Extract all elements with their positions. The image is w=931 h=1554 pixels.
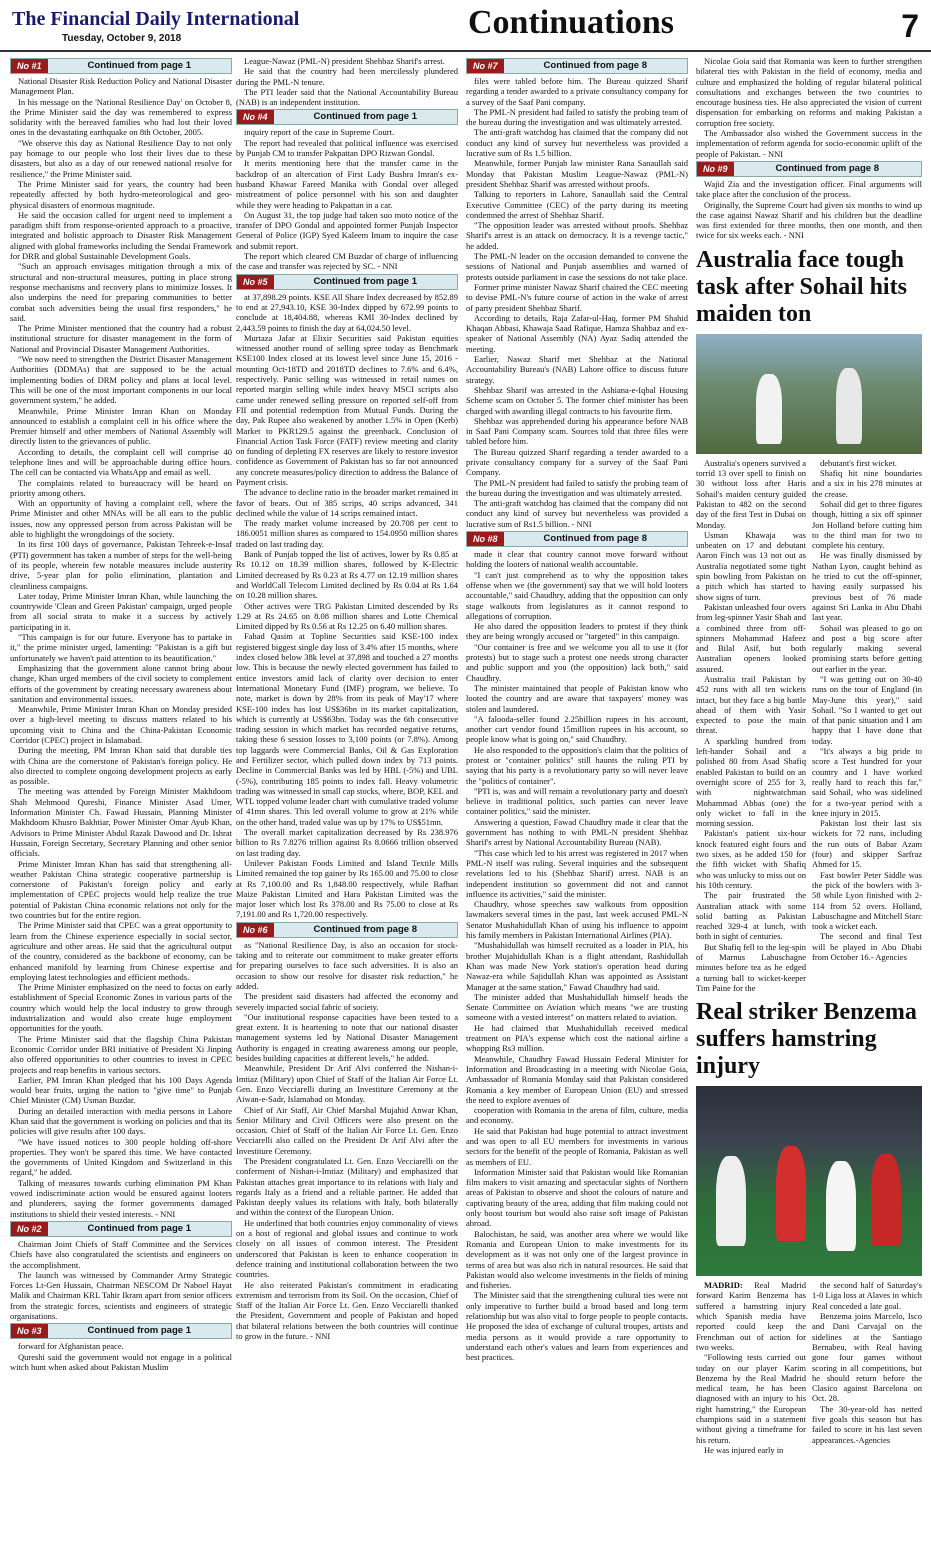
masthead [0,0,931,52]
paragraph: "This case which led to his arrest was registered in 2017 when PML-N itself was ruling. Several inquiries and the subsequent revelations led to his (Shehbaz Sharif) arrest. NAB is an independent institution so government did not and cannot influence its activities," said the minister. [466,847,688,899]
continuation-bar [236,922,458,938]
paragraph: The Prime Minister emphasized on the need to focus on early establishment of Special Economic Zones in various parts of the country which would help the local industry to grow through industrialization and would also create huge employment opportunities for the youth. [10,982,232,1034]
article-body [236,292,458,920]
paragraph: "We observe this day as National Resilience Day to not only pay homage to our people who lost their lives due to these disasters, but also as a day of our renewed national resolve for resilience," the Prime Minister said. [10,137,232,179]
continuation-label: Continued from page 1 [48,59,231,73]
column-4 [696,56,922,1546]
paragraph: The launch was witnessed by Commander Army Strategic Forces Lt-Gen Hussain, Chairman NESCOM Dr Naboel Hayat Malik and Chairman KRL Tahir Ikram apart from senior officers from the strategic forces, scientists and engineers of strategic organisations. [10,1269,232,1322]
continuation-number: No #8 [467,532,504,546]
paragraph: The minister added that Mushahidullah himself heads the Senate Committee on Aviation which means "we are trusting someone with a vested interest" on matters related to aviation. [466,991,688,1023]
paragraph: Answering a question, Fawad Chaudhry made it clear that the government has nothing to with PML-N president Shehbaz Sharif's arrest by National Accountability Bureau (NAB). [466,816,688,848]
paragraph: the second half of Saturday's 1-0 Liga loss at Alaves in which Real conceded a late goal. [812,1280,922,1311]
continuation-bar [236,274,458,290]
paragraph: "I can't just comprehend as to why the opposition takes offense when we (the government) say that we will hold looters accountable," said Chaudhry, adding that the opposition can only stage walkouts from legislatures as it cannot respond to allegations of corruption. [466,569,688,621]
player-figure [826,1161,856,1251]
paragraph: National Disaster Risk Reduction Policy and National Disaster Management Plan. [10,76,232,97]
paragraph: He said the occasion called for urgent need to implement a paradigm shift from response-oriented approach to a proactive, integrated and holistic approach to Disaster Risk Management aligned with global frameworks including the Sendai Framework for DRR and global Sustainable Development Goals. [10,209,232,262]
paragraph: He also responded to the opposition's claim that the politics of protest or "container politics" still haunts the ruling PTI by saying that his party is a revolutionary party so will never leave the "politics of container". [466,744,688,786]
paragraph: Australia's openers survived a torrid 13 over spell to finish on 30 without loss after Haris Sohail's maiden century guided Pakistan to 482 on the second day of the first Test in Dubai on Monday. [696,457,806,530]
continuation-label: Continued from page 8 [504,59,687,73]
paragraph: Qureshi said the government would not engage in a political witch hunt when asked about Pakistan Muslim [10,1351,232,1372]
continuation-number: No #4 [237,110,274,124]
continuation-bar [10,58,232,74]
continuation-number: No #9 [697,162,734,176]
paragraph: Wajid Zia and the investigation officer. Final arguments will take place after the conclusion of the process. [696,178,922,200]
paragraph: He underlined that both countries enjoy commonality of views on a host of regional and global issues and continue to work closely on all issues of common interest. The President underscored that Pakistan is keen to enhance cooperation in defence training and institutional collaboration between the two countries. [236,1217,458,1280]
paragraph: The minister maintained that people of Pakistan know who looted the country and are aware that taxpayers' money was stolen and laundered. [466,682,688,714]
continuation-number: No #2 [11,1222,48,1236]
paragraph: The meeting was attended by Foreign Minister Makhdoom Shah Mehmood Qureshi, Finance Minister Asad Umer, Information Minister Ch. Fawad Hussain, Planning Minister Makhdoom Khusro Bakhtiar, Power Minister Omar Ayub Khan, Advisors to Prime Minister Abdul Razak Dawood and Dr. Ishrat Hussain, Foreign Secretary, Secretary Planning and other senior officials. [10,786,232,859]
paragraph: The Prime Minister said that CPEC was a great opportunity to learn from the Chinese experience especially in social sector, agriculture and other areas. He said that the agricultural output of the country, considered as the backbone of economy, can be enhanced manifold by learning from Chinese expertise and employing latest technologies and efficient methods. [10,920,232,982]
continuation-number: No #5 [237,275,274,289]
paragraph: The overall market capitalization decreased by Rs 238.976 billion to Rs 7.8276 trillion against Rs 8.0666 trillion observed on last trading day. [236,827,458,858]
paragraph: Former prime minister Nawaz Sharif chaired the CEC meeting to devise PML-N's future course of action in the wake of arrest of party president Shehbaz Sharif. [466,281,688,313]
paragraph: Bank of Punjab topped the list of actives, lower by Rs 0.85 at Rs 10.12 on 18.39 million shares, followed by K-Electric Limited decreased by Rs 0.23 at Rs 4.77 on 12.19 million shares and WorldCall Telecom Limited declined by Rs 0.04 at Rs 1.64 on 10.28 million shares. [236,549,458,601]
paragraph: On August 31, the top judge had taken suo moto notice of the transfer of DPO Gondal and appointed former Punjab Inspector General of Police (IGP) Syed Kaleem Imam to inquire the case and submit report. [236,209,458,251]
paragraph: Meanwhile, Prime Minister Imran Khan on Monday announced to establish a complaint cell in his office where the Premier himself and other members of National Assembly will directly listen to the grievances of public. [10,405,232,447]
paragraph: "The opposition leader was arrested without proofs. Shehbaz Sharif's arrest is an attack on democracy. It is a revenge tactic," he added. [466,220,688,251]
paragraph: "Such an approach envisages mitigation through a mix of structural and non-structural measures, putting in place strong response mechanisms and recovery plans to minimize losses. It also underpins the need for preparing communities to better combat such adversities being the usual first responders," he said. [10,261,232,323]
paragraph: The complaints related to bureaucracy will be heard on priority among others. [10,477,232,498]
paragraph: In his message on the 'National Resilience Day' on October 8, the Prime Minister said the day was remembered to express solidarity with the bereaved families who had lost their loved ones in the devastating earthquake on 8th October, 2005. [10,96,232,138]
lead-text: Real Madrid forward Karim Benzema has suffered a hamstring injury which Spanish media have reported could keep the Frenchman out of action for two weeks. [696,1280,806,1352]
article-body [466,549,688,1362]
paragraph: inquiry report of the case in Supreme Court. [244,127,395,138]
paragraph: debutant's first wicket. [820,457,897,468]
paragraph: The report which cleared CM Buzdar of charge of influencing the case and transfer was rejected by SC. - NNI [236,251,458,272]
paragraph: The ready market volume increased by 20.708 per cent to 186.0051 million shares as compared to 154.0950 million shares traded on last trading day. [236,518,458,549]
paragraph: He had claimed that Mushahidullah received medical treatment on PIA's expense which cost the national airline a whopping Rs3 million. [466,1022,688,1054]
paragraph: He also dared the opposition leaders to protest if they think they are being wrongly accused or "targeted" in this campaign. [466,621,688,642]
paragraph: Later today, Prime Minister Imran Khan, while launching the countrywide 'Clean and Green Pakistan' campaign, urged people from all social strata to make it a success by actively participating in it. [10,590,232,632]
paragraph: The PML-N leader on the occasion demanded to convene the sessions of National and Punjab assemblies and warned of protests outside parliament in case the sessions do not take place. [466,251,688,282]
paragraph: Unilever Pakistan Foods Limited and Island Textile Mills Limited remained the top gainer by Rs 165.00 and 75.00 to close at Rs 7,100.00 and Rs 1,848.00 respectively, while Rafhan Maize Pakistan Limited and Hara Pakistan Limited was the major loser which lost Rs 378.00 and Rs 75.00 to close at Rs 7,191.00 and Rs 1,720.00 respectively. [236,857,458,920]
paragraph: Talking to reporters in Lahore, Sanaullah said the Central Executive Committee (CEC) of the party during its meeting condemned the arrest of Shehbaz Sharif. [466,189,688,220]
paragraph: A sparkling hundred from left-hander Sohail and a polished 80 from Asad Shafiq enabled Pakistan to build on an overnight score of 255 for 3, with nightwatchman Mohammad Abbas (one) the only wicket to fall in the morning session. [696,735,806,829]
story-body [696,1280,922,1455]
paragraph: "It's always a big pride to score a Test hundred for your country and I have worked really hard to reach this far," said Sohail, who was sidelined for a two-year period with a knee injury in 2015. [812,746,922,818]
player-figure [871,1154,901,1246]
paragraph: With an opportunity of having a complaint cell, where the Prime Minister and other MNAs will be all ears to the public issues, now any oppressed person from across Pakistan will be able to highlight the wrongdoings of the society. [10,498,232,540]
paragraph: In its first 100 days of governance, Pakistan Tehreek-e-Insaf (PTI) government has taken a number of steps for the well-being of its people, wherein few notable measures include austerity drive, 5-year plan for polio elimination, plantation and cleanliness campaigns. [10,539,232,591]
article-body [236,127,458,271]
paragraph: The anti-graft watchdog has claimed that the company did not conduct any kind of survey but nevertheless was provided a lucrative sum of Rs1.5 billion. - NNI [466,498,688,529]
paragraph: Earlier, PM Imran Khan pledged that his 100 Days Agenda would bear fruits, urging the nation to "give time" to Punjab Chief Minister (CM) Usman Buzdar. [10,1074,232,1106]
paragraph: It merits mentioning here that the transfer came in the backdrop of an altercation of First Lady Bushra Imran's ex-husband Khawar Fareed Manika with Gondal over alleged mistreatment of police personnel with his son and daughter while they were heading to Pakpattan in a car. [236,158,458,210]
paragraph: He was injured early in [704,1444,784,1455]
paragraph: The report had revealed that political influence was exercised by Punjab CM to transfer Pakpattan DPO Rizwan Gondal. [236,137,458,159]
paragraph: Pakistan unleashed four overs from leg-spinner Yasir Shah and a combined three from off-spinners Mohammad Hafeez and Bilal Asif, but both Australian openers looked assured. [696,601,806,674]
paragraph: "Mushahidullah was himself recruited as a loader in PIA, his brother Mujahidullah Khan is a flight attendant, Rashidullah Khan was made New York station's operation head during Nawaz-era while Sajidullah Khan was appointed as Assistant Manager at the same station," Fawad Chaudhry had said. [466,940,688,992]
paragraph: Usman Khawaja was unbeaten on 17 and debutant Aaron Finch was 13 not out as Australia negotiated some tight spin bowling from Pakistan on a pitch which has started to show signs of turn. [696,529,806,602]
paragraph: League-Nawaz (PML-N) president Shehbaz Sharif's arrest. [244,56,445,66]
story-paragraphs [696,1352,806,1455]
paragraph: Pakistan's patient six-hour knock featured eight fours and two sixes, as he added 150 for the fifth wicket with Shafiq who was unlucky to miss out on his 10th century. [696,828,806,890]
paragraph: He also reiterated Pakistan's commitment in eradicating extremism and terrorism from its Soil. On the occasion, Chief of Staff of the Italian Air Force Lt. Gen. Enzo Vecciarelli thanked the President, Government and people of Pakistan and hoped that bilateral relations between the both countries will continue to grow in the future. - NNI [236,1279,458,1342]
paragraph: forward for Afghanistan peace. [18,1341,124,1352]
paragraph: The president said disasters had affected the economy and severely impacted social fabric of society. [236,991,458,1012]
paragraph: "Our institutional response capacities have been tested to a great extent. It is heartening to note that our national disaster management systems led by National Disaster Management Authority is engaged in creating awareness among our people, besides building capacities at different levels," he added. [236,1011,458,1064]
story-column-left [696,1280,806,1455]
paragraph: He said that Pakistan had huge potential to attract investment and was open to all EU members for investments in various sectors for the benefit of the people of Romania, Pakistan as well as members of EU. [466,1125,688,1167]
paragraph: Chaudhry, whose speeches saw walkouts from opposition lawmakers several times in the past, last week accused PML-N Senator Mushahidullah Khan of using his influence to appoint his family members in Pakistan International Airlines (PIA). [466,899,688,941]
batsman-figure [756,374,782,444]
paragraph: "We now need to strengthen the District Disaster Management Authorities (DDMAs) that are supposed to be the actual implementing bodies of DRM policy and plans at local level. This will be one of the most important components in our local government system," he added. [10,354,232,406]
paragraph: Chairman Joint Chiefs of Staff Committee and the Services Chiefs have also congratulated the scientists and engineers on the accomplishment. [10,1238,232,1270]
paragraph: Prime Minister Imran Khan has said that strengthening all-weather Pakistan China strategic cooperative partnership is cornerstone of Pakistan's foreign policy and early implementation of CPEC projects would help realize the true potential of Pakistan China economic relations not only for the two countries but for the entire region. [10,858,232,921]
continuation-bar [236,109,458,125]
paragraph: Chief of Air Staff, Air Chief Marshal Mujahid Anwar Khan, Senior Military and Civil Officers were also present on the occasion. Chief of Staff of the Italian Air Force Lt. Gen. Enzo Vecciarelli also called on the President Dr Arif Alvi after the Investiture Ceremony. [236,1104,458,1156]
paragraph: made it clear that country cannot move forward without holding the looters of national wealth accountable. [466,549,688,570]
story-headline: Real striker Benzema suffers hamstring injury [696,999,917,1080]
paragraph: Meanwhile, Prime Minister Imran Khan on Monday presided over a high-level meeting to discuss matters related to his upcoming visit to China and the China-Pakistan Economic Corridor (CPEC) project in Islamabad. [10,704,232,745]
paragraph: Pakistan lost their last six wickets for 72 runs, including the run outs of Babar Azam (four) and skipper Sarfraz Ahmed for 15. [812,818,922,870]
paragraph: files were tabled before him. The Bureau quizzed Sharif regarding a tender awarded to a private consultancy company for a survey of the Saaf Pani company. [466,76,688,107]
paragraph: During an detailed interaction with media persons in Lahore Khan said that the government is working on policies and that its policies will give results after 100 days. [10,1105,232,1137]
paragraph: The Ambassador also wished the Government success in the implementation of reform agenda for socio-economic uplift of the people of Pakistan. - NNI [696,128,922,159]
continuation-bar [10,1221,232,1237]
continuation-bar [696,161,922,177]
paper-name: The Financial Daily International [12,8,300,30]
paragraph: According to details, the complaint cell will comprise 40 telephone lines and will be approachable during office hours. The cell can be contacted via WhatsApp and email as well. [10,446,232,478]
column-2 [236,56,458,1546]
paragraph: The PML-N president had failed to satisfy the probing team of the bureau during the investigation and was ultimately arrested. [466,106,688,128]
story-column-left [696,458,806,993]
continuation-label: Continued from page 1 [48,1222,231,1236]
player-figure [776,1146,806,1241]
paragraph: "Following tests carried out today on our player Karim Benzema by the Real Madrid medical team, he has been diagnosed with an injury to his right hamstring," the European champions said in a statement without giving a timeframe for his return. [696,1352,806,1445]
paragraph: The advance to decline ratio in the broader market remained in favor of bears. Out of 385 scrips, 40 scrips advanced, 341 declined while the value of 14 scrips remained intact. [236,487,458,518]
paragraph: "This campaign is for our future. Everyone has to partake in it," the prime minister urged, lamenting: "Pakistan is a gift but unfortunately we haven't paid attention to its beautification." [10,632,232,663]
paragraph: The anti-graft watchdog has claimed that the company did not conduct any kind of survey but nevertheless was provided a lucrative sum of Rs 1.5 billion. [466,127,688,159]
article-body [466,76,688,529]
paragraph: Nicolae Goia said that Romania was keen to further strengthen bilateral ties with Pakistan in the field of economy, media and culture and emphasized the holding of regular bilateral political consultations and exchanges between the two countries to encourage business ties. He also appreciated the vision of current dispensation for embarking on reforms and making Pakistan a corruption free society. [696,56,922,128]
paragraph: The PTI leader said that the National Accountability Bureau (NAB) is an independent institution. [236,86,458,108]
paragraph: He said that the country had been mercilessly plundered during the PML-N tenure. [236,66,458,87]
paragraph: "I was getting out on 30-40 runs on the tour of England (in May-June this year)," said Sohail. "So I wanted to get out of that panic situation and I am happy that I have done that today. [812,673,922,746]
continuation-number: No #1 [11,59,48,73]
article-body [236,940,458,1342]
article-body [10,76,232,1219]
paragraph: "We have issued notices to 300 people holding off-shore properties. They won't be spared this time. We have contacted the governments of United Kingdom and Switzerland in this regard," he added. [10,1136,232,1178]
continuation-label: Continued from page 1 [274,110,457,124]
paragraph: Murtaza Jafar at Elixir Securities said Pakistan equities witnessed another round of selling spree today as Benchmark KSE100 Index closed at its lowest level since June 15, 2016 - mounting Oct-18TD and 2018TD declines to 7.6% and 6.4%, respectively. Panic selling was witnessed in retail names on reported margin selling while index heavy MSCI scripts also came under renewed selling pressure on reported self-off from FII and potential redemption from Mutual Funds. During the day, Pak Rupee also weakened by another 1.5% in Open (Kerb) Market to PKR129.5 against the greenback. Conclusion of Financial Action Task Force (FATF) review meeting and clarity on funding of depleting FX reserves are likely to restore investor confidence as Government of Pakistan has so far not announced any concrete measures/policy direction to address the Balance of Payment crisis. [236,332,458,487]
paragraph: The President congratulated Lt. Gen. Enzo Vecciarelli on the conferment of Nishan-i-Imtiaz (Military) and emphasized that Pakistan attaches great importance to its relations with Italy and regards Italy as a friend and a reliable partner. He added that Pakistan deeply values its relations with Italy, both bilaterally and within the context of the European Union. [236,1155,458,1218]
dateline: MADRID: [704,1280,743,1291]
paragraph: Balochistan, he said, was another area where we would like Romania and European Union to make investments for its development as it was not only one of the largest province in terms of area but was also rich in natural resources. He said that Pakistan would also welcome investments in the fields of mining and fisheries. [466,1228,688,1291]
paragraph: cooperation with Romania in the arena of film, culture, media and economy. [466,1105,688,1126]
continuation-label: Continued from page 8 [734,162,921,176]
paragraph: The Prime Minister said that the flagship China Pakistan Economic Corridor under BRI initiative of President Xi Jinping also offered opportunities to other countries to invest in CPEC projects and reap benefits in various sectors. [10,1033,232,1075]
paragraph: Sohail was pleased to go on and post a big score after regularly making several promising starts before getting out earlier in the year. [812,622,922,674]
player-figure [716,1156,746,1246]
paragraph: Information Minister said that Pakistan would like Romanian film makers to visit amazing and spectacular sights of Northern areas of Pakistan to observe and shoot the colours of nature and captivating beauty of the area, adding that film making could not only boost tourism but would also raise soft image of Pakistan abroad. [466,1166,688,1229]
paragraph: The Prime Minister said for years, the country had been repeatedly affected by both hydro-meteorological and geo-physical disasters of enormous magnitude. [10,178,232,210]
paragraph: at 37,898.29 points. KSE All Share Index decreased by 852.89 to end at 27,943.10, KSE 30-Index dipped by 672.99 points to conclude at 18,404.88, whereas KMI 30-Index declined by 2,443.59 points to finish the day at 64,024.50 level. [236,291,458,333]
continuation-bar [466,531,688,547]
continuation-label: Continued from page 8 [504,532,687,546]
column-1 [10,56,232,1546]
article-body [696,179,922,241]
paragraph: "A falooda-seller found 2.25billion rupees in his account, another cart vendor found 15million rupees in his account, so people know what is going on," said Chaudhry. [466,713,688,745]
paragraph: The Minister said that the strengthening cultural ties were not only imperative to further build a broad based and long term relationship but was also vital to forge people to people contacts. He proposed the idea of exchange of cultural troupes, artists and media persons as it would provide a rare opportunity to understand each other's values and learn from experiences and best practices. [466,1290,688,1363]
section-title: Continuations [468,4,674,41]
paragraph: The 30-year-old has netted five goals this season but has failed to score in his last seven appearances.-Agencies [812,1403,922,1445]
issue-date: Tuesday, October 9, 2018 [62,33,182,44]
paragraph: But Shafiq fell to the leg-spin of Marnus Labuschagne minutes before tea as he edged a turning ball to wicket-keeper Tim Paine for the [696,941,806,993]
paragraph: Sohail did get to three figures though, hitting a six off spinner Jon Holland before cutting him to the third man for two to complete his century. [812,498,922,551]
paragraph: Meanwhile, Chaudhry Fawad Hussain Federal Minister for Information and Broadcasting in a meeting with Nicolae Goia, Ambassador of Romania Monday said that Pakistan considered Romania a key member of European Union (EU) and stressed the need to explore avenues of [466,1053,688,1105]
paragraph: Talking of measures towards curbing elimination PM Khan vowed indiscriminate action would be ensured against looters and plunderers, saying the former governments damaged institutions to shield their vested interests. - NNI [10,1177,232,1219]
paragraph: Shehbaz Sharif was arrested in the Ashiana-e-Iqbal Housing Scheme scam on October 5. The former chief minister has been charged with awarding illegal contracts to his favourite firm. [466,384,688,416]
paragraph: Shehbaz was apprehended during his appearance before NAB in Saaf Pani Company scam. Sources told that three files were tabled before him. [466,415,688,447]
continuation-label: Continued from page 1 [274,275,457,289]
paragraph: Emphasizing that the government alone cannot bring about change, Khan urged members of the civil society to complement efforts of the government by creating necessary awareness about sanitation and environmental issues. [10,662,232,704]
article-body [696,56,922,159]
paragraph: Australia trail Pakistan by 452 runs with all ten wickets intact, but they face a big battle ahead of them with Yasir expected to pose the main threat. [696,673,806,736]
continuation-bar [466,58,688,74]
article-body [10,1239,232,1321]
paragraph: Meanwhile, President Dr Arif Alvi conferred the Nishan-i-Imtiaz (Military) upon Chief of Staff of the Italian Air Force Lt. Gen. Enzo Vecciarelli during an Investiture Ceremony at the Aiwan-e-Sadr, Islamabad on Monday. [236,1063,458,1105]
story-paragraph [696,1280,806,1352]
paragraph: The Prime Minister mentioned that the country had a robust institutional structure for disaster management in the form of National and Provincial Disaster Management Authorities. [10,323,232,354]
article-body [10,1341,232,1372]
paragraph: During the meeting, PM Imran Khan said that durable ties with China are the cornerstone of Pakistan's foreign policy. He also directed to complete ongoing development projects as early as possible. [10,745,232,787]
cricket-photo [696,334,922,454]
paragraph: The PML-N president had failed to satisfy the probing team of the bureau during the investigation and was ultimately arrested. [466,477,688,498]
story-body [696,458,922,993]
paragraph: "Our container is free and we welcome you all to use it (for protests) but to stage such a protest one needs strong character and public support and you (the opposition) lack both," said Chaudhry. [466,641,688,683]
paragraph: Meanwhile, former Punjab law minister Rana Sanaullah said Monday that Pakistan Muslim League-Nawaz (PML-N) president Shehbaz Sharif was arrested without proofs. [466,158,688,189]
page-number: 7 [901,8,919,44]
paragraph: Originally, the Supreme Court had given six months to wind up the case against Nawaz Sharif and his children but the deadline was first extended for three months, then one month, and then twice for six weeks each. - NNI [696,199,922,241]
column-3 [466,56,688,1546]
paragraph: Shafiq hit nine boundaries and a six in his 278 minutes at the crease. [812,468,922,499]
paragraph: The pair frustrated the Australian attack with some solid batting as Pakistan reached 329-4 at lunch, with both in sight of centuries. [696,890,806,942]
continuation-number: No #3 [11,1324,48,1338]
paragraph: "PTI is, was and will remain a revolutionary party and doesn't believe in traditional politics, such parties can never leave container politics," said the minister. [466,785,688,817]
paragraph: The second and final Test will be played in Abu Dhabi from October 16.- Agencies [812,931,922,962]
batsman-figure [836,368,862,444]
paragraph: as "National Resilience Day, is also an occasion for stock-taking and to reiterate our commitment to make greater efforts for preparing ourselves to face such adversities. It is also an occasion to show our resolve for disaster risk reduction," he added. [236,939,458,991]
story-headline: Australia face tough task after Sohail hits maiden ton [696,246,907,327]
story-column-right [812,1280,922,1455]
paragraph: The Bureau quizzed Sharif regarding a tender awarded to a private consultancy company for a survey of the Saaf Pani Company. [466,446,688,478]
continuation-label: Continued from page 1 [48,1324,231,1338]
football-photo [696,1086,922,1276]
continuation-number: No #7 [467,59,504,73]
paragraph: Earlier, Nawaz Sharif met Shehbaz at the National Accountability Bureau's (NAB) Lahore office to discuss future strategy. [466,354,688,385]
paragraph: Other actives were TRG Pakistan Limited descended by Rs 1.29 at Rs 24.65 on 8.08 million shares and Lotte Chemical Limited dipped by Rs 0.56 at Rs 12.25 on 6.40 million shares. [236,600,458,632]
continuation-bar [10,1323,232,1339]
continuation-label: Continued from page 8 [274,923,457,937]
paragraph: He was finally dismissed by Nathan Lyon, caught behind as he tried to cut the off-spinner, having easily surpassed his previous best of 76 made against Sri Lanka in Abu Dhabi last year. [812,550,922,623]
article-body [236,56,458,107]
paragraph: Fahad Qasim at Topline Securities said KSE-100 index registered biggest single day loss of 3.4% after 15 months, where index closed below 38k level at 37,898 and touched a 27 months low. This is because the newly elected government has failed to entice investors amid lack of clarity over decision to enter International Monetary Fund (IMF) program, we believe. To note, market is down by 28% from its peak of May'17 where KSE-100 index has lost US$36bn in its market capitalization, which is currently at US$63bn. Today was the 6th consecutive trading session in which market has recorded negative returns, taking these 6 session losses to 3,100 points (or 7.8%). Among top laggards were Commercial Banks, Oil & Gas Exploration and Fertilizer sector, which pulled down index by 713 points. Decline in Commercial Banks was led by HBL (-5%) and UBL (-5%), contributing 185 points to index fall. Heavy volumetric trading was witnessed in small cap stocks, where, BOP, KEL and WTL topped volume leader chart with cumulative traded volume of 41mn shares. This led overall volume to grow at 21% while on the other hand, traded value was up by 17% to US$51mn. [236,631,458,827]
continuation-number: No #6 [237,923,274,937]
story-column-right [812,458,922,993]
paragraph: Fast bowler Peter Siddle was the pick of the bowlers with 3-58 while Lyon finished with 2-114 from 52 overs. Holland, Labuschagne and Mitchell Starc took a wicket each. [812,869,922,932]
paragraph: According to details, Raja Zafar-ul-Haq, former PM Shahid Khaqan Abbasi, Khawaja Saad Rafique, Hamza Shahbaz and ex-speaker of National Assembly (NA) Ayaz Sadiq attended the meeting. [466,312,688,354]
paragraph: Benzema joins Marcelo, Isco and Dani Carvajal on the sidelines at the Santiago Bernabeu, with Real having gone four games without scoring in all competitions, but he should return before the Clasico against Barcelona on Oct. 28. [812,1311,922,1404]
